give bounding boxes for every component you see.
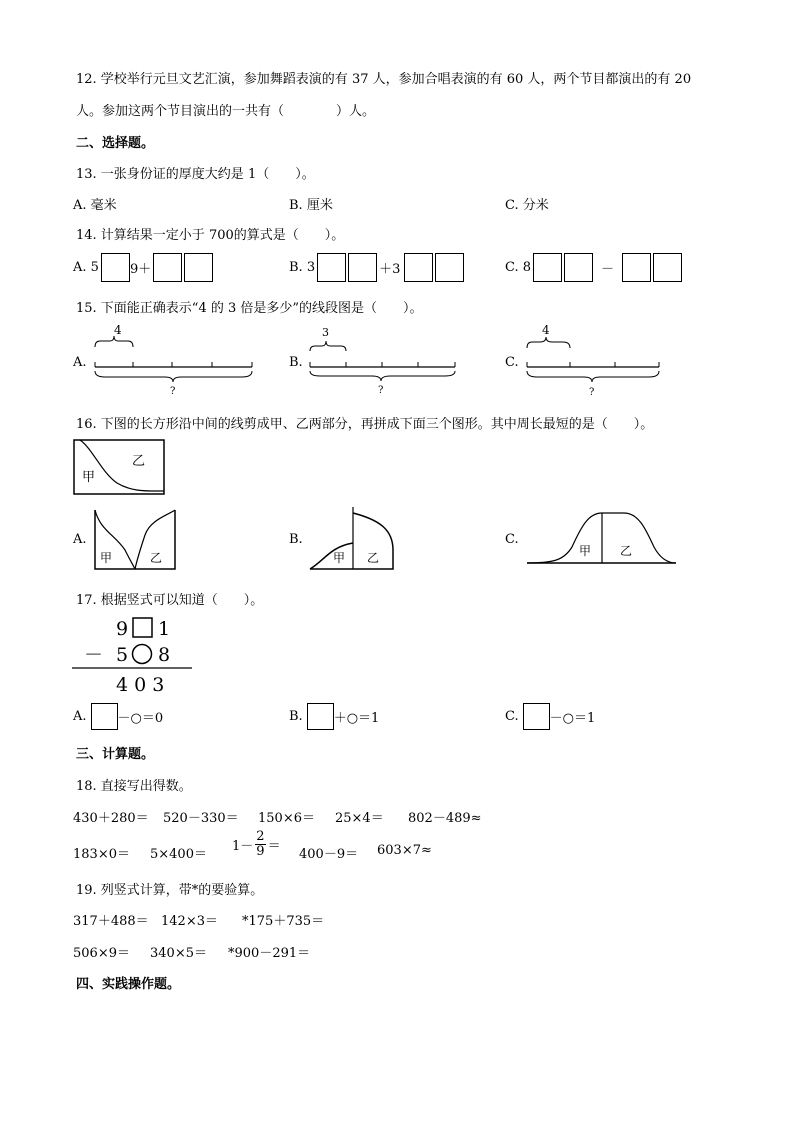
label-jia: 甲 <box>82 470 96 485</box>
q18-item: 802－489≈ <box>408 811 482 826</box>
section-practice-heading: 四、实践操作题。 <box>76 977 181 992</box>
unknown-digit-box <box>133 618 152 637</box>
q19-item: 506×9＝ <box>73 946 130 961</box>
digit: 5 <box>116 644 129 666</box>
section-calculation-heading: 三、计算题。 <box>76 747 155 762</box>
q14-option-c <box>505 253 682 282</box>
q13-option-a: A. 毫米 <box>73 198 117 213</box>
digit-box <box>435 253 464 282</box>
digit-box <box>101 253 130 282</box>
label-jia: 甲 <box>100 551 113 565</box>
q17-vertical-subtraction <box>70 612 200 698</box>
q19-item: *175＋735＝ <box>242 914 325 929</box>
result: 4 0 3 <box>116 674 165 696</box>
q14-stem: 14. 计算结果一定小于 700的算式是（ ）。 <box>76 228 345 243</box>
label-yi: 乙 <box>620 544 633 558</box>
q18-item: 25×4＝ <box>335 811 384 826</box>
digit-box <box>564 253 593 282</box>
q15-option-c-label: C. <box>505 355 519 370</box>
q16-shape-c <box>524 505 679 573</box>
q16-shape-b <box>305 505 400 573</box>
q16-stem: 16. 下图的长方形沿中间的线剪成甲、乙两部分，再拼成下面三个图形。其中周长最短的是（ ）。 <box>76 417 654 432</box>
q19-item: 317＋488＝ <box>73 914 149 929</box>
digit-box <box>184 253 213 282</box>
digit-box <box>622 253 651 282</box>
q12-line1: 12. 学校举行元旦文艺汇演，参加舞蹈表演的有 37 人，参加合唱表演的有 60 人，两个节目都演出的有 20 <box>76 72 692 87</box>
q19-stem: 19. 列竖式计算，带*的要验算。 <box>76 883 264 898</box>
label-jia: 甲 <box>579 544 592 558</box>
q18-item: 183×0＝ <box>73 847 130 862</box>
q15-diagram-a <box>90 320 260 400</box>
q16-rectangle-figure <box>72 438 168 498</box>
q17-option-a <box>73 703 163 730</box>
q17-b-label: B. <box>289 709 303 724</box>
q17-c-text: －○＝1 <box>549 711 596 726</box>
q14-a-mid: 9＋ <box>129 262 152 277</box>
label-yi: 乙 <box>132 454 146 469</box>
digit-box <box>404 253 433 282</box>
q15-b-top-label: 3 <box>322 326 329 339</box>
q17-b-text: ＋○＝1 <box>333 711 380 726</box>
digit-box <box>533 253 562 282</box>
q19-item: 340×5＝ <box>150 946 207 961</box>
q15-option-a-label: A. <box>73 355 87 370</box>
q14-option-b <box>289 253 464 282</box>
q15-stem: 15. 下面能正确表示“4 的 3 倍是多少”的线段图是（ ）。 <box>76 301 423 316</box>
q18-item: 400－9＝ <box>299 847 359 862</box>
digit-box <box>307 703 334 730</box>
q18-item: 5×400＝ <box>150 847 207 862</box>
fraction-denominator: 9 <box>256 844 265 859</box>
q18-stem: 18. 直接写出得数。 <box>76 779 192 794</box>
minus-sign: － <box>84 644 104 666</box>
q15-option-b-label: B. <box>289 355 303 370</box>
q13-option-b: B. 厘米 <box>289 198 333 213</box>
q18-item: 150×6＝ <box>258 811 315 826</box>
q14-a-label: A. 5 <box>73 260 99 275</box>
unknown-digit-circle <box>133 645 152 664</box>
q13-option-c: C. 分米 <box>505 198 549 213</box>
q16-option-a-label: A. <box>73 532 87 547</box>
q16-option-c-label: C. <box>505 532 519 547</box>
q19-item: *900－291＝ <box>228 946 311 961</box>
q15-a-question: ? <box>170 386 176 397</box>
label-yi: 乙 <box>367 551 380 565</box>
q15-diagram-c <box>522 320 667 400</box>
q16-shape-a <box>90 505 182 573</box>
q18-item: 603×7≈ <box>377 843 432 858</box>
q14-b-mid: ＋3 <box>379 262 401 277</box>
fraction-numerator: 2 <box>256 829 265 844</box>
q17-c-label: C. <box>505 709 519 724</box>
q17-option-b <box>289 703 379 730</box>
digit: 1 <box>158 618 171 640</box>
digit: 9 <box>116 618 129 640</box>
q17-a-text: －○＝0 <box>117 711 164 726</box>
q15-c-top-label: 4 <box>542 323 550 337</box>
q15-c-question: ? <box>589 387 595 398</box>
q14-option-a <box>73 253 213 282</box>
digit-box <box>523 703 550 730</box>
digit-box <box>348 253 377 282</box>
q18-item: 430＋280＝ <box>73 811 149 826</box>
q17-stem: 17. 根据竖式可以知道（ ）。 <box>76 593 264 608</box>
digit: 8 <box>158 644 171 666</box>
section-choice-heading: 二、选择题。 <box>76 136 155 151</box>
q18-frac-post: ＝ <box>267 839 281 854</box>
q15-a-top-label: 4 <box>114 323 122 337</box>
q14-b-label: B. 3 <box>289 260 316 275</box>
q13-stem: 13. 一张身份证的厚度大约是 1（ ）。 <box>76 167 315 182</box>
q15-b-question: ? <box>378 385 384 396</box>
digit-box <box>317 253 346 282</box>
q17-a-label: A. <box>73 709 87 724</box>
label-yi: 乙 <box>150 551 163 565</box>
q16-option-b-label: B. <box>289 532 303 547</box>
q15-diagram-b <box>305 320 465 400</box>
q18-item: 520－330＝ <box>163 811 239 826</box>
digit-box <box>653 253 682 282</box>
q14-c-mid: － <box>601 262 615 277</box>
q18-frac-pre: 1－ <box>232 839 254 854</box>
q17-option-c <box>505 703 595 730</box>
q12-line2: 人。参加这两个节目演出的一共有（ ）人。 <box>76 104 376 119</box>
digit-box <box>91 703 118 730</box>
digit-box <box>153 253 182 282</box>
q19-item: 142×3＝ <box>161 914 218 929</box>
q18-fraction-item <box>232 830 281 859</box>
fraction <box>255 830 265 859</box>
q14-c-label: C. 8 <box>505 260 532 275</box>
label-jia: 甲 <box>333 551 346 565</box>
